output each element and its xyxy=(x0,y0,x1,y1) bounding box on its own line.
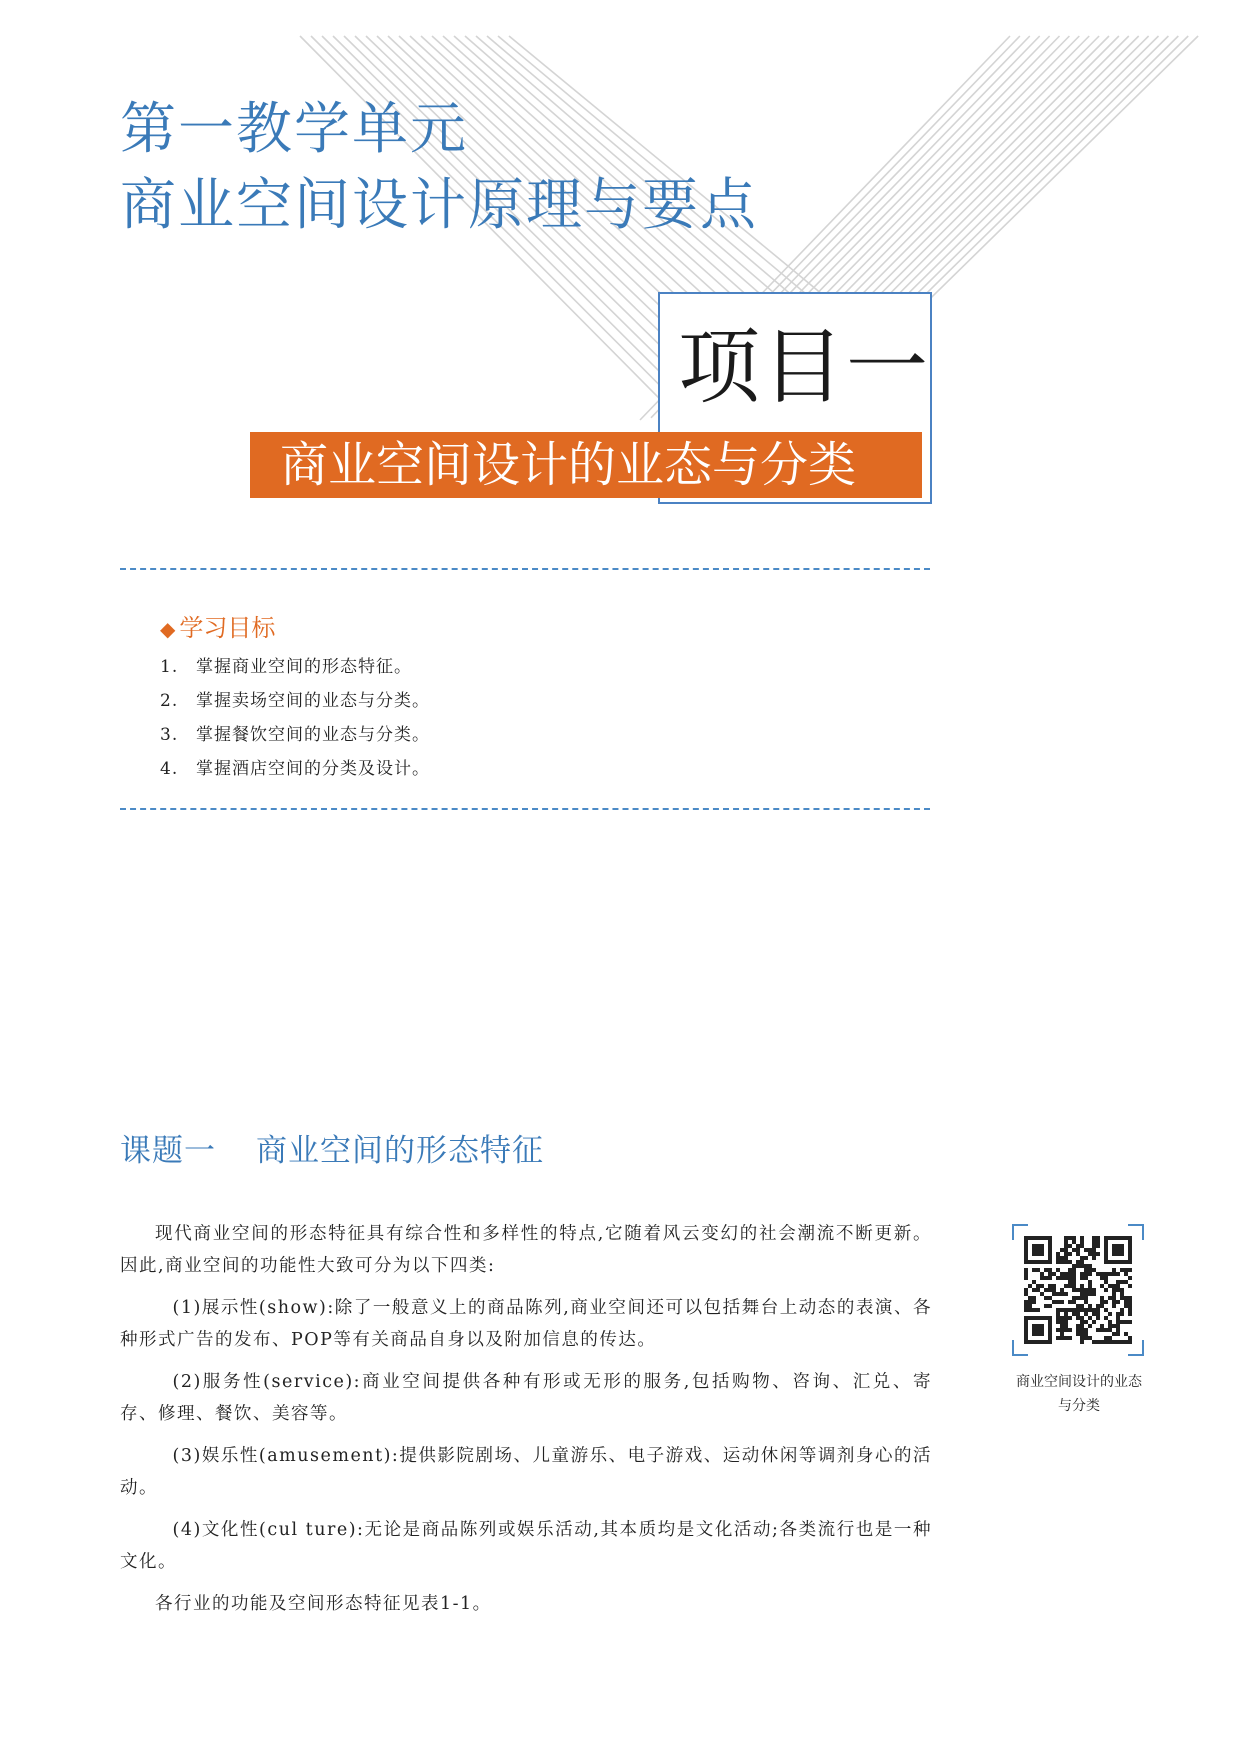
qr-caption-line1: 商业空间设计的业态 xyxy=(1016,1374,1142,1390)
qr-caption-line2: 与分类 xyxy=(1058,1398,1100,1414)
divider-top xyxy=(120,568,930,570)
paragraph-item-show: (1)展示性(show):除了一般意义上的商品陈列,商业空间还可以包括舞台上动态的表演、各种形式广告的发布、POP等有关商品自身以及附加信息的传达。 xyxy=(120,1298,932,1350)
objective-number: 2. xyxy=(160,691,179,711)
topic-name: 商业空间的形态特征 xyxy=(256,1133,544,1169)
paragraph-item-amusement: (3)娱乐性(amusement):提供影院剧场、儿童游乐、电子游戏、运动休闲等调剂身心的活动。 xyxy=(120,1446,932,1498)
objective-item xyxy=(160,684,430,718)
topic-title xyxy=(120,1128,544,1174)
unit-title xyxy=(120,92,758,244)
objective-text: 掌握酒店空间的分类及设计。 xyxy=(196,759,430,779)
divider-bottom xyxy=(120,808,930,810)
objective-text: 掌握商业空间的形态特征。 xyxy=(196,657,412,677)
objectives-list xyxy=(160,650,430,786)
project-subtitle-banner: 商业空间设计的业态与分类 xyxy=(250,432,922,498)
qr-code[interactable] xyxy=(1012,1224,1144,1356)
diamond-icon: ◆ xyxy=(160,617,176,641)
objective-item xyxy=(160,752,430,786)
objective-text: 掌握卖场空间的业态与分类。 xyxy=(196,691,430,711)
unit-title-line2: 商业空间设计原理与要点 xyxy=(120,173,758,238)
objective-item xyxy=(160,650,430,684)
topic-number: 课题一 xyxy=(120,1133,216,1169)
project-label: 项目一 xyxy=(678,320,931,415)
qr-caption xyxy=(1000,1370,1158,1418)
objective-number: 1. xyxy=(160,657,179,677)
paragraph-intro: 现代商业空间的形态特征具有综合性和多样性的特点,它随着风云变幻的社会潮流不断更新。因此,商业空间的功能性大致可分为以下四类: xyxy=(120,1224,932,1276)
objectives-heading xyxy=(160,612,275,645)
body-text xyxy=(120,1218,932,1630)
objective-number: 3. xyxy=(160,725,179,745)
paragraph-closing: 各行业的功能及空间形态特征见表1-1。 xyxy=(155,1594,492,1614)
objective-text: 掌握餐饮空间的业态与分类。 xyxy=(196,725,430,745)
objective-item xyxy=(160,718,430,752)
paragraph-item-culture: (4)文化性(cul ture):无论是商品陈列或娱乐活动,其本质均是文化活动;各类流行也是一种文化。 xyxy=(120,1520,932,1572)
unit-title-line1: 第一教学单元 xyxy=(120,97,468,162)
objectives-heading-text: 学习目标 xyxy=(179,614,276,642)
paragraph-item-service: (2)服务性(service):商业空间提供各种有形或无形的服务,包括购物、咨询、汇兑、寄存、修理、餐饮、美容等。 xyxy=(120,1372,932,1424)
objective-number: 4. xyxy=(160,759,179,779)
qr-code-icon xyxy=(1024,1236,1132,1344)
